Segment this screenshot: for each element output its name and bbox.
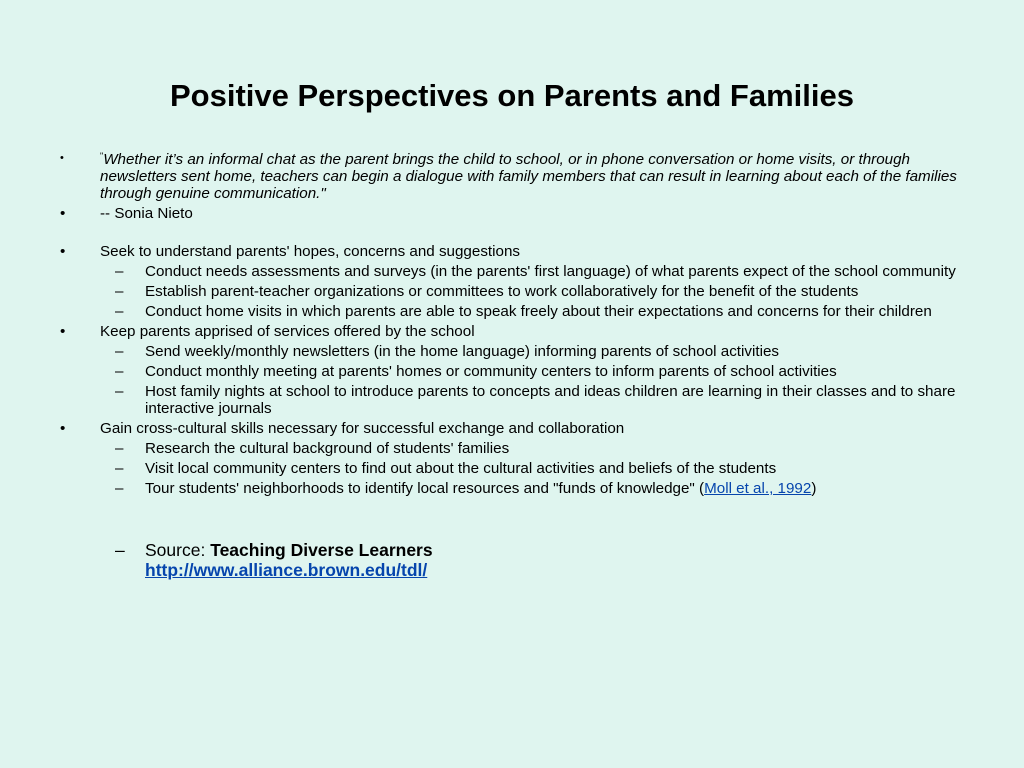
dash: – xyxy=(115,540,125,560)
quote-body: Whether it’s an informal chat as the parent brings the child to school, or in phone conversation or home visits, or through newsletters sent home, teachers can begin a dialogue with family members that can result in learning about each of the families through genuine communication." xyxy=(100,151,957,202)
dash: – xyxy=(115,383,124,400)
dash: – xyxy=(115,480,124,497)
sub-item-text: Conduct home visits in which parents are able to speak freely about their expectations and concerns for their children xyxy=(145,303,932,320)
section-text: Keep parents apprised of services offered by the school xyxy=(100,323,475,340)
attribution-item xyxy=(60,205,972,222)
source-item xyxy=(60,540,972,580)
sub-item xyxy=(60,480,972,497)
dash: – xyxy=(115,363,124,380)
sub-item xyxy=(60,383,972,417)
spacer xyxy=(60,225,972,243)
sub-item-text: Conduct needs assessments and surveys (in the parents' first language) of what parents expect of the school community xyxy=(145,263,956,280)
sub-item-text: Research the cultural background of students' families xyxy=(145,440,510,457)
bullet: • xyxy=(60,323,66,340)
section-heading xyxy=(60,243,972,260)
sub-item-text: Conduct monthly meeting at parents' homes or community centers to inform parents of school activities xyxy=(145,363,837,380)
quote-text xyxy=(100,151,957,202)
sub-item xyxy=(60,303,972,320)
section-heading xyxy=(60,420,972,437)
sub-item xyxy=(60,283,972,300)
slide-content xyxy=(60,148,972,583)
dash: – xyxy=(115,303,124,320)
bullet: • xyxy=(60,205,66,222)
spacer xyxy=(60,500,972,540)
quote-open-mark: " xyxy=(100,151,104,161)
sub-item-text: Host family nights at school to introduce parents to concepts and ideas children are learning in their classes and to share interactive journals xyxy=(145,383,956,417)
bullet: • xyxy=(60,243,66,260)
bullet: • xyxy=(60,420,66,437)
sub-item xyxy=(60,440,972,457)
sub-item-text: Visit local community centers to find out about the cultural activities and beliefs of the students xyxy=(145,460,777,477)
sub-item xyxy=(60,363,972,380)
quote-item xyxy=(60,148,972,202)
sub-item-text-after: ) xyxy=(811,480,817,497)
dash: – xyxy=(115,283,124,300)
section-text: Seek to understand parents' hopes, concerns and suggestions xyxy=(100,243,520,260)
source-url-link[interactable]: http://www.alliance.brown.edu/tdl/ xyxy=(145,560,428,580)
attribution-text: -- Sonia Nieto xyxy=(100,205,193,222)
dash: – xyxy=(115,460,124,477)
sub-item-text: Send weekly/monthly newsletters (in the home language) informing parents of school activities xyxy=(145,343,779,360)
dash: – xyxy=(115,263,124,280)
citation-link[interactable]: Moll et al., 1992 xyxy=(704,480,812,497)
sub-item xyxy=(60,460,972,477)
sub-item xyxy=(60,263,972,280)
dash: – xyxy=(115,343,124,360)
section-heading xyxy=(60,323,972,340)
sub-item xyxy=(60,343,972,360)
sub-item-text-before: Tour students' neighborhoods to identify local resources and "funds of knowledge" ( xyxy=(145,480,705,497)
section-text: Gain cross-cultural skills necessary for successful exchange and collaboration xyxy=(100,420,625,437)
dash: – xyxy=(115,440,124,457)
sub-item-text xyxy=(145,480,816,497)
bullet: • xyxy=(60,152,64,164)
source-name: Teaching Diverse Learners xyxy=(210,540,433,560)
slide-title: Positive Perspectives on Parents and Families xyxy=(169,78,854,113)
sub-item-text: Establish parent-teacher organizations or committees to work collaboratively for the benefit of the students xyxy=(145,283,859,300)
source-label: Source: xyxy=(145,540,211,560)
